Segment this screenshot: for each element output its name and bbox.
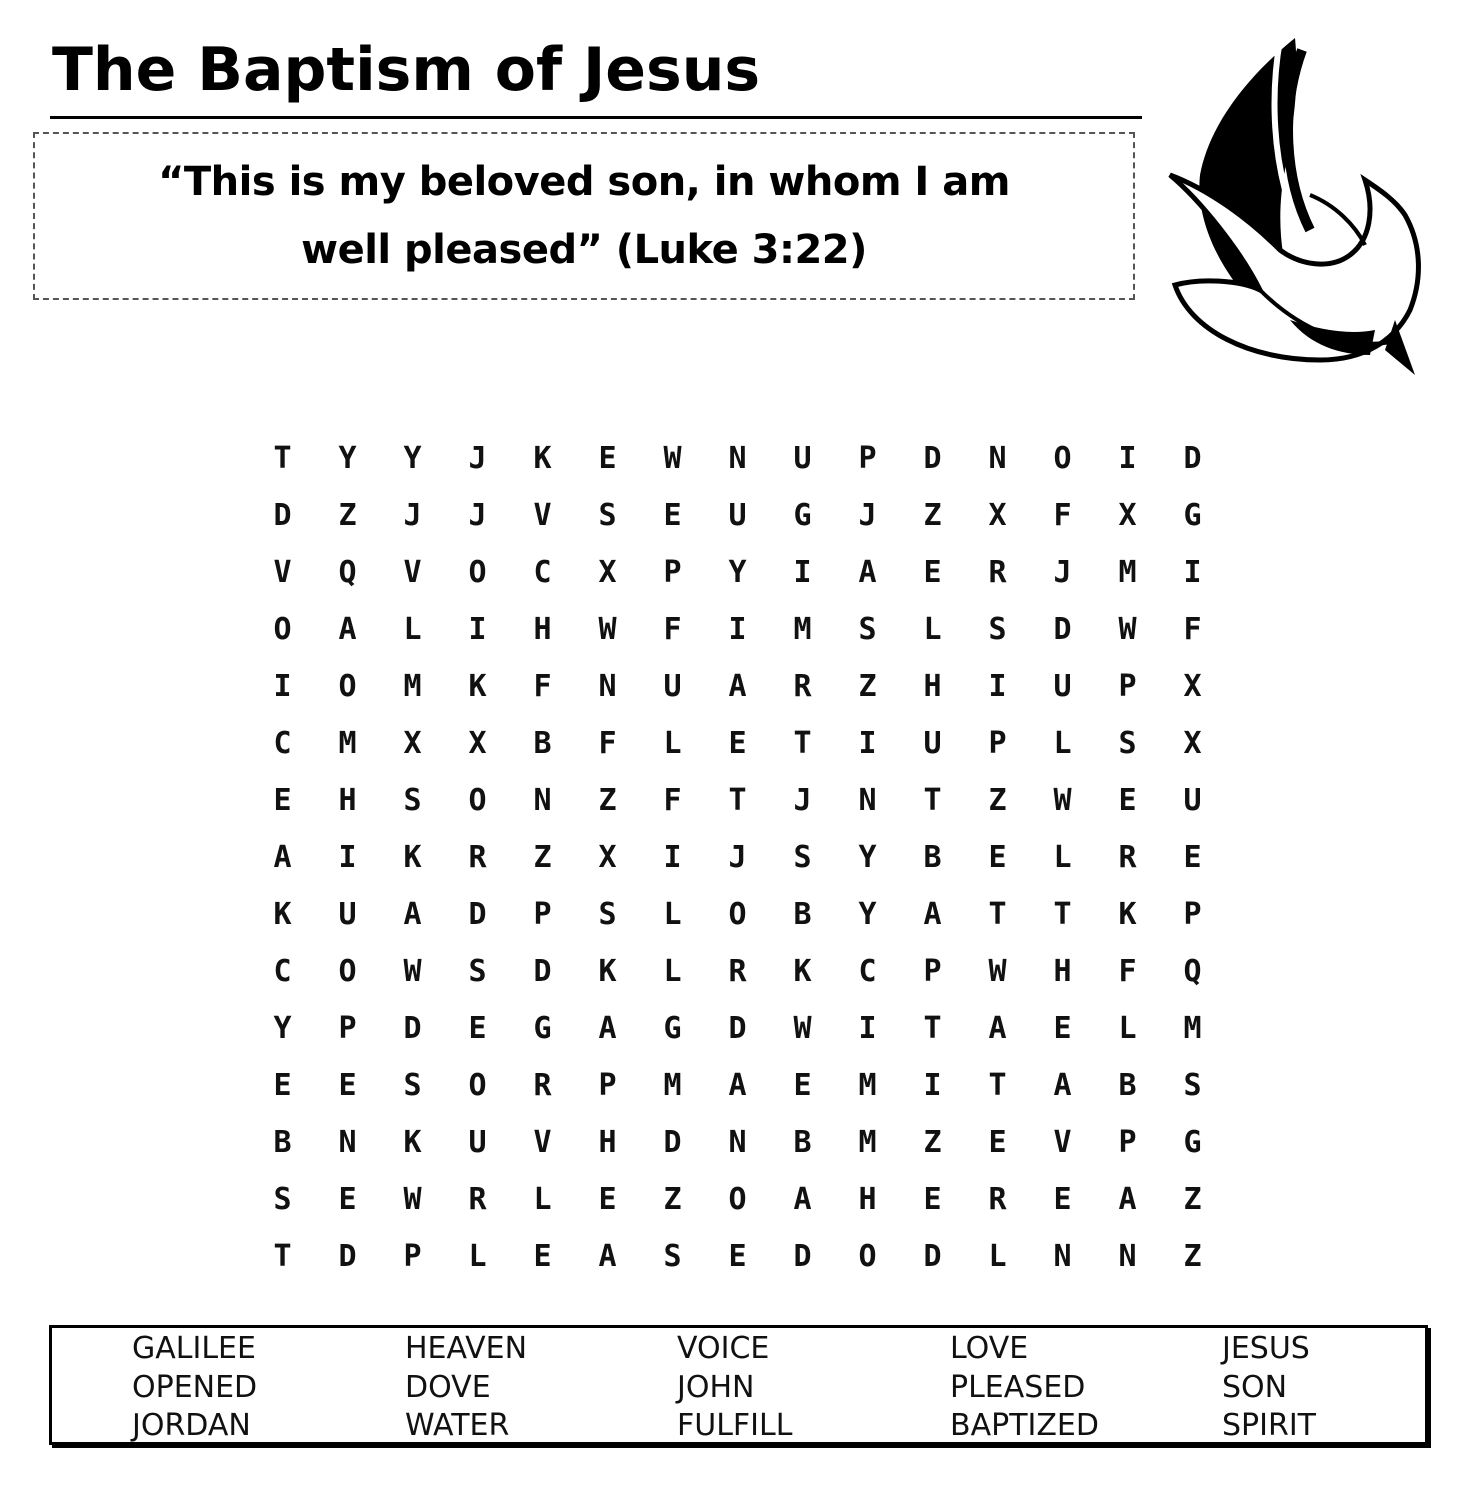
grid-letter[interactable]: X (598, 555, 617, 590)
grid-letter[interactable]: S (858, 612, 877, 647)
grid-letter[interactable]: O (468, 555, 487, 590)
grid-letter[interactable]: A (793, 1182, 812, 1217)
grid-letter[interactable]: Z (858, 669, 877, 704)
grid-letter[interactable]: U (468, 1125, 487, 1160)
grid-letter[interactable]: W (793, 1011, 812, 1046)
grid-letter[interactable]: Z (988, 783, 1007, 818)
grid-letter[interactable]: P (403, 1239, 422, 1274)
grid-letter[interactable]: R (468, 840, 487, 875)
grid-letter[interactable]: R (533, 1068, 552, 1103)
grid-letter[interactable]: L (1053, 726, 1072, 761)
grid-letter[interactable]: S (403, 1068, 422, 1103)
grid-letter[interactable]: C (533, 555, 552, 590)
title-divider (50, 116, 1142, 119)
grid-letter[interactable]: O (728, 1182, 747, 1217)
grid-letter[interactable]: N (858, 783, 877, 818)
grid-letter[interactable]: P (598, 1068, 617, 1103)
word-column (1222, 1330, 1316, 1446)
grid-letter[interactable]: E (1183, 840, 1202, 875)
grid-letter[interactable]: F (1118, 954, 1137, 989)
grid-letter[interactable]: U (728, 498, 747, 533)
word-list-item: FULFILL (677, 1408, 793, 1443)
grid-letter[interactable]: R (988, 1182, 1007, 1217)
grid-letter[interactable]: P (533, 897, 552, 932)
grid-letter[interactable]: E (1053, 1011, 1072, 1046)
grid-letter[interactable]: W (598, 612, 617, 647)
grid-letter[interactable]: O (858, 1239, 877, 1274)
grid-letter[interactable]: K (1118, 897, 1137, 932)
grid-letter[interactable]: I (273, 669, 292, 704)
grid-letter[interactable]: I (468, 612, 487, 647)
grid-letter[interactable]: D (1053, 612, 1072, 647)
word-list-item: WATER (405, 1408, 510, 1443)
grid-letter[interactable]: N (338, 1125, 357, 1160)
word-list-item: JOHN (677, 1369, 755, 1405)
grid-letter[interactable]: Z (598, 783, 617, 818)
grid-letter[interactable]: E (923, 1182, 942, 1217)
grid-letter[interactable]: T (793, 726, 812, 761)
grid-letter[interactable]: K (273, 897, 292, 932)
grid-letter[interactable]: J (793, 783, 812, 818)
grid-letter[interactable]: Z (923, 498, 942, 533)
grid-letter[interactable]: A (728, 1068, 747, 1103)
grid-letter[interactable]: B (923, 840, 942, 875)
grid-letter[interactable]: T (273, 1239, 292, 1274)
grid-letter[interactable]: A (598, 1011, 617, 1046)
grid-letter[interactable]: A (923, 897, 942, 932)
grid-letter[interactable]: P (1183, 897, 1202, 932)
grid-letter[interactable]: O (338, 669, 357, 704)
grid-letter[interactable]: D (923, 1239, 942, 1274)
grid-letter[interactable]: G (793, 498, 812, 533)
grid-letter[interactable]: G (1183, 498, 1202, 533)
grid-letter[interactable]: A (988, 1011, 1007, 1046)
word-column (677, 1330, 792, 1446)
grid-letter[interactable]: Y (858, 897, 877, 932)
grid-letter[interactable]: U (1183, 783, 1202, 818)
dove-icon (1160, 30, 1430, 380)
grid-letter[interactable]: R (1118, 840, 1137, 875)
grid-letter[interactable]: N (728, 441, 747, 476)
grid-letter[interactable]: M (663, 1068, 682, 1103)
grid-letter[interactable]: D (923, 441, 942, 476)
grid-letter[interactable]: F (1053, 498, 1072, 533)
grid-letter[interactable]: L (663, 954, 682, 989)
grid-letter[interactable]: B (533, 726, 552, 761)
grid-letter[interactable]: G (533, 1011, 552, 1046)
letter-grid (250, 430, 1225, 1285)
grid-letter[interactable]: I (988, 669, 1007, 704)
grid-letter[interactable]: R (793, 669, 812, 704)
word-list-item: DOVE (405, 1369, 491, 1405)
verse-box (33, 132, 1135, 300)
grid-letter[interactable]: E (273, 783, 292, 818)
grid-letter[interactable]: O (728, 897, 747, 932)
grid-letter[interactable]: Q (1183, 954, 1202, 989)
grid-letter[interactable]: T (988, 897, 1007, 932)
grid-letter[interactable]: S (1183, 1068, 1202, 1103)
grid-letter[interactable]: W (403, 954, 422, 989)
grid-letter[interactable]: H (338, 783, 357, 818)
grid-letter[interactable]: I (338, 840, 357, 875)
grid-letter[interactable]: E (923, 555, 942, 590)
grid-letter[interactable]: E (468, 1011, 487, 1046)
grid-letter[interactable]: V (533, 1125, 552, 1160)
grid-letter[interactable]: X (1118, 498, 1137, 533)
grid-letter[interactable]: I (1118, 441, 1137, 476)
grid-letter[interactable]: P (338, 1011, 357, 1046)
grid-letter[interactable]: L (468, 1239, 487, 1274)
grid-letter[interactable]: O (338, 954, 357, 989)
grid-letter[interactable]: F (663, 612, 682, 647)
grid-letter[interactable]: C (273, 954, 292, 989)
grid-letter[interactable]: V (403, 555, 422, 590)
grid-letter[interactable]: I (793, 555, 812, 590)
grid-letter[interactable]: M (793, 612, 812, 647)
grid-letter[interactable]: O (468, 1068, 487, 1103)
grid-letter[interactable]: L (403, 612, 422, 647)
grid-letter[interactable]: I (663, 840, 682, 875)
grid-letter[interactable]: L (1118, 1011, 1137, 1046)
word-list-item: LOVE (950, 1331, 1029, 1366)
grid-letter[interactable]: F (1183, 612, 1202, 647)
grid-letter[interactable]: K (403, 840, 422, 875)
grid-letter[interactable]: W (663, 441, 682, 476)
grid-letter[interactable]: O (468, 783, 487, 818)
grid-letter[interactable]: E (1118, 783, 1137, 818)
grid-letter[interactable]: P (1118, 669, 1137, 704)
grid-letter[interactable]: S (663, 1239, 682, 1274)
grid-letter[interactable]: X (598, 840, 617, 875)
verse-text: “This is my beloved son, in whom I am well pleased” (Luke 3:22) (158, 159, 1010, 273)
grid-letter[interactable]: E (1053, 1182, 1072, 1217)
grid-letter[interactable]: S (598, 498, 617, 533)
grid-letter[interactable]: U (338, 897, 357, 932)
page-title: The Baptism of Jesus (52, 35, 761, 105)
grid-letter[interactable]: K (533, 441, 552, 476)
grid-letter[interactable]: T (728, 783, 747, 818)
grid-letter[interactable]: H (858, 1182, 877, 1217)
grid-letter[interactable]: L (988, 1239, 1007, 1274)
grid-letter[interactable]: V (273, 555, 292, 590)
word-list-item: VOICE (677, 1331, 770, 1366)
grid-letter[interactable]: A (1118, 1182, 1137, 1217)
grid-letter[interactable]: Y (858, 840, 877, 875)
grid-letter[interactable]: G (1183, 1125, 1202, 1160)
grid-letter[interactable]: D (338, 1239, 357, 1274)
word-column (405, 1330, 527, 1446)
word-list-item: HEAVEN (405, 1331, 528, 1366)
grid-letter[interactable]: T (923, 783, 942, 818)
grid-letter[interactable]: L (1053, 840, 1072, 875)
grid-letter[interactable]: B (793, 1125, 812, 1160)
grid-letter[interactable]: Z (338, 498, 357, 533)
grid-letter[interactable]: Z (533, 840, 552, 875)
grid-letter[interactable]: K (468, 669, 487, 704)
grid-letter[interactable]: C (273, 726, 292, 761)
grid-letter[interactable]: E (728, 726, 747, 761)
grid-letter[interactable]: A (858, 555, 877, 590)
grid-letter[interactable]: H (1053, 954, 1072, 989)
grid-letter[interactable]: T (273, 441, 292, 476)
grid-letter[interactable]: S (793, 840, 812, 875)
grid-letter[interactable]: I (858, 1011, 877, 1046)
grid-letter[interactable]: D (273, 498, 292, 533)
grid-letter[interactable]: F (663, 783, 682, 818)
grid-letter[interactable]: Y (338, 441, 357, 476)
grid-letter[interactable]: P (988, 726, 1007, 761)
grid-letter[interactable]: S (1118, 726, 1137, 761)
grid-letter[interactable]: I (858, 726, 877, 761)
grid-letter[interactable]: K (793, 954, 812, 989)
grid-letter[interactable]: S (273, 1182, 292, 1217)
word-list-item: SON (1222, 1369, 1288, 1405)
grid-letter[interactable]: E (988, 840, 1007, 875)
grid-letter[interactable]: Y (403, 441, 422, 476)
grid-letter[interactable]: E (988, 1125, 1007, 1160)
grid-letter[interactable]: M (1118, 555, 1137, 590)
grid-letter[interactable]: I (923, 1068, 942, 1103)
grid-letter[interactable]: C (858, 954, 877, 989)
grid-letter[interactable]: A (403, 897, 422, 932)
grid-letter[interactable]: X (403, 726, 422, 761)
grid-letter[interactable]: D (1183, 441, 1202, 476)
grid-letter[interactable]: R (468, 1182, 487, 1217)
grid-letter[interactable]: F (598, 726, 617, 761)
grid-letter[interactable]: O (1053, 441, 1072, 476)
grid-letter[interactable]: G (663, 1011, 682, 1046)
grid-letter[interactable]: P (663, 555, 682, 590)
grid-letter[interactable]: R (728, 954, 747, 989)
grid-letter[interactable]: F (533, 669, 552, 704)
grid-letter[interactable]: V (533, 498, 552, 533)
word-list-item: JORDAN (132, 1408, 251, 1443)
grid-letter[interactable]: U (663, 669, 682, 704)
grid-letter[interactable]: Z (1183, 1239, 1202, 1274)
grid-letter[interactable]: L (663, 897, 682, 932)
grid-letter[interactable]: J (468, 441, 487, 476)
grid-letter[interactable]: D (728, 1011, 747, 1046)
grid-letter[interactable]: A (273, 840, 292, 875)
word-list-item: JESUS (1222, 1331, 1310, 1366)
grid-letter[interactable]: Y (728, 555, 747, 590)
grid-letter[interactable]: H (923, 669, 942, 704)
grid-letter[interactable]: H (598, 1125, 617, 1160)
grid-letter[interactable]: N (728, 1125, 747, 1160)
grid-letter[interactable]: P (1118, 1125, 1137, 1160)
grid-letter[interactable]: U (793, 441, 812, 476)
grid-letter[interactable]: U (923, 726, 942, 761)
grid-letter[interactable]: P (923, 954, 942, 989)
grid-letter[interactable]: S (468, 954, 487, 989)
grid-letter[interactable]: E (338, 1182, 357, 1217)
grid-letter[interactable]: J (403, 498, 422, 533)
grid-letter[interactable]: J (1053, 555, 1072, 590)
word-list-item: OPENED (132, 1369, 258, 1405)
grid-letter[interactable]: E (793, 1068, 812, 1103)
grid-letter[interactable]: M (403, 669, 422, 704)
grid-letter[interactable]: M (858, 1125, 877, 1160)
grid-letter[interactable]: A (728, 669, 747, 704)
grid-letter[interactable]: E (273, 1068, 292, 1103)
grid-letter[interactable]: S (988, 612, 1007, 647)
word-list-item: BAPTIZED (950, 1408, 1099, 1443)
grid-letter[interactable]: I (1183, 555, 1202, 590)
grid-letter[interactable]: N (533, 783, 552, 818)
grid-letter[interactable]: Q (338, 555, 357, 590)
grid-letter[interactable]: M (338, 726, 357, 761)
grid-letter[interactable]: W (1053, 783, 1072, 818)
grid-letter[interactable]: J (728, 840, 747, 875)
grid-letter[interactable]: N (988, 441, 1007, 476)
grid-letter[interactable]: A (338, 612, 357, 647)
grid-letter[interactable]: R (988, 555, 1007, 590)
word-list (49, 1325, 1428, 1445)
grid-letter[interactable]: L (663, 726, 682, 761)
grid-letter[interactable]: E (533, 1239, 552, 1274)
grid-letter[interactable]: B (273, 1125, 292, 1160)
grid-letter[interactable]: K (403, 1125, 422, 1160)
grid-letter[interactable]: X (468, 726, 487, 761)
grid-letter[interactable]: W (1118, 612, 1137, 647)
grid-letter[interactable]: E (663, 498, 682, 533)
grid-letter[interactable]: E (338, 1068, 357, 1103)
word-list-item: PLEASED (950, 1369, 1086, 1405)
grid-letter[interactable]: A (598, 1239, 617, 1274)
grid-letter[interactable]: M (858, 1068, 877, 1103)
grid-letter[interactable]: E (728, 1239, 747, 1274)
grid-letter[interactable]: I (728, 612, 747, 647)
grid-letter[interactable]: Z (923, 1125, 942, 1160)
grid-letter[interactable]: A (1053, 1068, 1072, 1103)
grid-letter[interactable]: D (663, 1125, 682, 1160)
grid-letter[interactable]: B (793, 897, 812, 932)
grid-letter[interactable]: D (468, 897, 487, 932)
grid-letter[interactable]: H (533, 612, 552, 647)
grid-letter[interactable]: L (923, 612, 942, 647)
grid-letter[interactable]: Z (1183, 1182, 1202, 1217)
grid-letter[interactable]: W (988, 954, 1007, 989)
grid-letter[interactable]: N (598, 669, 617, 704)
grid-letter[interactable]: J (468, 498, 487, 533)
grid-letter[interactable]: D (793, 1239, 812, 1274)
grid-letter[interactable]: W (403, 1182, 422, 1217)
grid-letter[interactable]: Z (663, 1182, 682, 1217)
word-column (950, 1330, 1099, 1446)
grid-letter[interactable]: T (923, 1011, 942, 1046)
grid-letter[interactable]: M (1183, 1011, 1202, 1046)
grid-letter[interactable]: B (1118, 1068, 1137, 1103)
grid-letter[interactable]: O (273, 612, 292, 647)
grid-letter[interactable]: S (403, 783, 422, 818)
grid-letter[interactable]: L (533, 1182, 552, 1217)
grid-letter[interactable]: D (533, 954, 552, 989)
grid-letter[interactable]: X (1183, 726, 1202, 761)
grid-letter[interactable]: Y (273, 1011, 292, 1046)
grid-letter[interactable]: E (598, 1182, 617, 1217)
grid-letter[interactable]: N (1118, 1239, 1137, 1274)
grid-letter[interactable]: T (1053, 897, 1072, 932)
grid-letter[interactable]: K (598, 954, 617, 989)
grid-letter[interactable]: X (988, 498, 1007, 533)
grid-letter[interactable]: X (1183, 669, 1202, 704)
word-list-item: SPIRIT (1222, 1408, 1316, 1443)
grid-letter[interactable]: N (1053, 1239, 1072, 1274)
grid-letter[interactable]: P (858, 441, 877, 476)
grid-letter[interactable]: T (988, 1068, 1007, 1103)
grid-letter[interactable]: V (1053, 1125, 1072, 1160)
word-list-item: GALILEE (132, 1331, 256, 1366)
grid-letter[interactable]: S (598, 897, 617, 932)
grid-letter[interactable]: U (1053, 669, 1072, 704)
grid-letter[interactable]: E (598, 441, 617, 476)
word-column (132, 1330, 257, 1446)
grid-letter[interactable]: J (858, 498, 877, 533)
grid-letter[interactable]: D (403, 1011, 422, 1046)
